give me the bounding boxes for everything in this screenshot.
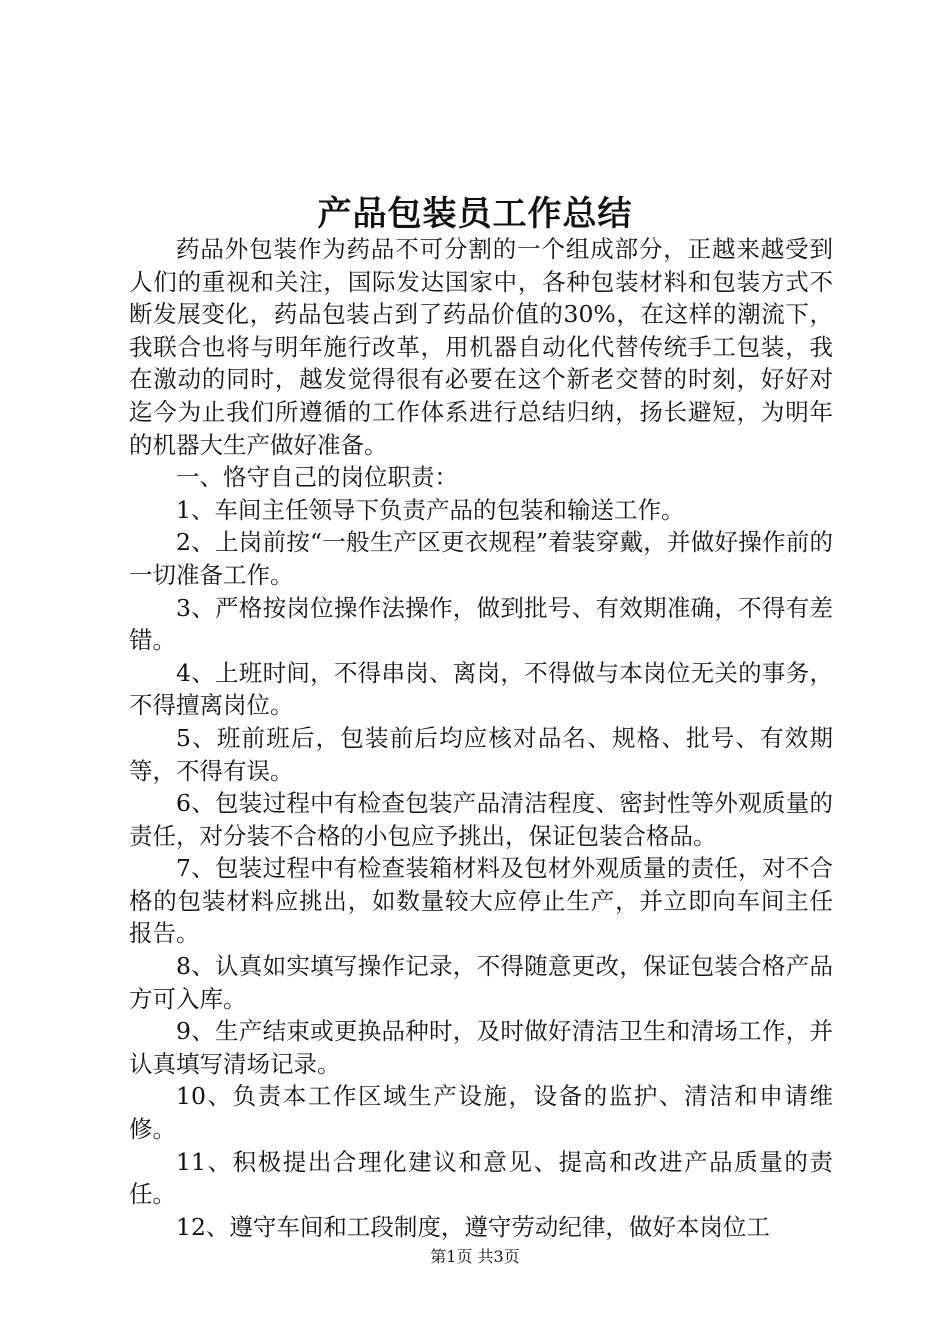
intro-paragraph: 药品外包装作为药品不可分割的一个组成部分，正越来越受到人们的重视和关注，国际发达国家中，各种包装材料和包装方式不断发展变化，药品包装占到了药品价值的30%，在这样的潮流下，我联合也将与明年施行改革，用机器自动化代替传统手工包装，我在激动的同时，越发觉得很有必要在这个新老交替的时刻，好好对迄今为止我们所遵循的工作体系进行总结归纳，扬长避短，为明年的机器大生产做好准备。 — [129, 235, 833, 459]
duty-item-5: 5、班前班后，包装前后均应核对品名、规格、批号、有效期等，不得有误。 — [129, 723, 833, 785]
duty-item-10: 10、负责本工作区域生产设施，设备的监护、清洁和申请维修。 — [129, 1082, 833, 1144]
duty-item-4: 4、上班时间，不得串岗、离岗，不得做与本岗位无关的事务，不得擅离岗位。 — [129, 658, 833, 720]
duty-item-2: 2、上岗前按“一般生产区更衣规程”着装穿戴，并做好操作前的一切准备工作。 — [129, 528, 833, 589]
duty-item-1: 1、车间主任领导下负责产品的包装和输送工作。 — [176, 495, 685, 524]
duty-item-7: 7、包装过程中有检查装箱材料及包材外观质量的责任，对不合格的包装材料应挑出，如数量较大应停止生产，并立即向车间主任报告。 — [129, 854, 833, 948]
duty-item-8: 8、认真如实填写操作记录，不得随意更改，保证包装合格产品方可入库。 — [129, 952, 833, 1013]
document-title: 产品包装员工作总结 — [317, 194, 633, 234]
duty-item-11: 11、积极提出合理化建议和意见、提高和改进产品质量的责任。 — [129, 1147, 833, 1209]
duty-item-12: 12、遵守车间和工段制度，遵守劳动纪律，做好本岗位工 — [176, 1212, 770, 1241]
page-number-footer: 第1页 共3页 — [430, 1247, 520, 1266]
duty-item-6: 6、包装过程中有检查包装产品清洁程度、密封性等外观质量的责任，对分装不合格的小包应予挑出，保证包装合格品。 — [129, 789, 833, 850]
document-body — [129, 233, 833, 1243]
section-heading: 一、恪守自己的岗位职责： — [176, 463, 458, 492]
duty-item-3: 3、严格按岗位操作法操作，做到批号、有效期准确，不得有差错。 — [129, 593, 833, 655]
duty-item-9: 9、生产结束或更换品种时，及时做好清洁卫生和清场工作，并认真填写清场记录。 — [129, 1017, 833, 1078]
